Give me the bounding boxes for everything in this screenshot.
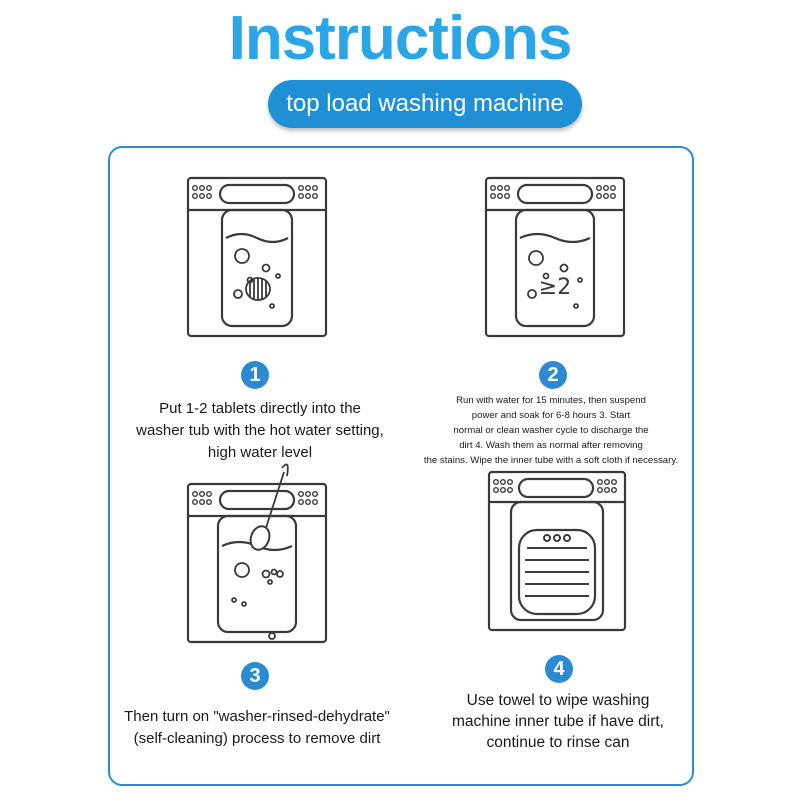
step-2-badge: 2: [539, 361, 567, 389]
step-1-badge: 1: [241, 361, 269, 389]
step-1-line: high water level: [207, 444, 313, 461]
washing-machine-tablet-icon: [186, 176, 328, 338]
step-4-line: continue to rinse can: [486, 734, 630, 751]
step-3-text: [112, 706, 402, 750]
step-3-line: Then turn on "washer-rinsed-dehydrate": [124, 708, 390, 725]
step-2-text: [410, 393, 692, 468]
page-title: Instructions: [228, 4, 572, 73]
step-1-line: washer tub with the hot water setting,: [136, 422, 384, 439]
step-2-line: the stains. Wipe the inner tube with a soft cloth if necessary.: [423, 455, 679, 466]
step-1-line: Put 1-2 tablets directly into the: [159, 400, 361, 417]
washing-machine-soak-icon: [484, 176, 626, 338]
step-4-line: machine inner tube if have dirt,: [452, 713, 664, 730]
step-2-line: Run with water for 15 minutes, then suspend: [456, 395, 646, 406]
step-4-text: [428, 690, 688, 753]
subtitle-banner: top load washing machine: [268, 80, 582, 128]
step-4-line: Use towel to wipe washing: [466, 692, 650, 709]
step-3-badge: 3: [241, 662, 269, 690]
step-2-line: normal or clean washer cycle to discharge the: [453, 425, 649, 436]
washing-machine-self-clean-icon: [186, 458, 328, 648]
step-2-line: dirt 4. Wash them as normal after removing: [459, 440, 643, 451]
washing-machine-inner-tube-icon: [487, 470, 627, 632]
step-4-badge: 4: [545, 655, 573, 683]
quantity-label: ≥2: [538, 275, 572, 300]
step-3-line: (self-cleaning) process to remove dirt: [133, 730, 381, 747]
step-2-line: power and soak for 6-8 hours 3. Start: [471, 410, 631, 421]
step-1-text: [130, 398, 390, 464]
